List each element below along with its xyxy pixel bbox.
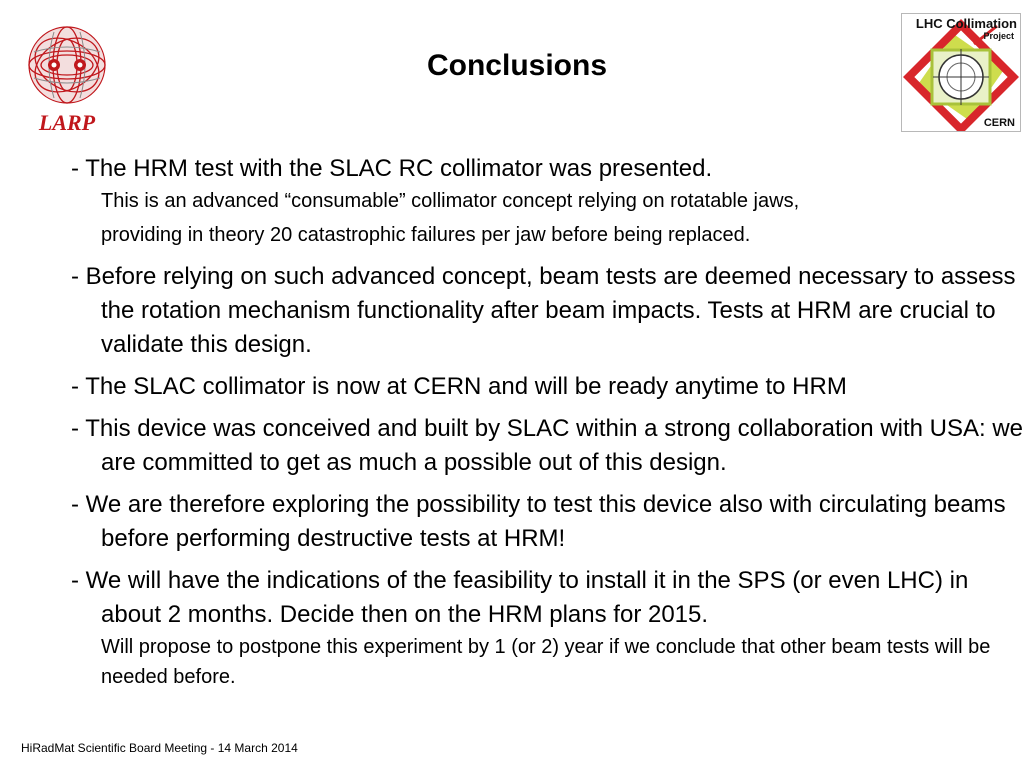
bullet-beam-tests: - Before relying on such advanced concept, beam tests are deemed necessary to assess the rotation mechanism functionality after beam impacts. Tests at HRM are crucial to validate this design. <box>71 263 1016 358</box>
bullet-slac-collaboration: - This device was conceived and built by SLAC within a strong collaboration with USA: we are committed to get as much a possible out of this design. <box>71 415 1024 476</box>
bullet-collimator-at-cern: - The SLAC collimator is now at CERN and will be ready anytime to HRM <box>71 373 847 400</box>
slide-title: Conclusions <box>426 49 607 82</box>
lhc-logo-org: CERN <box>983 117 1015 129</box>
lhc-logo-title: LHC Collimation <box>915 16 1017 31</box>
larp-logo-text: LARP <box>38 110 96 135</box>
bullet-hrm-test-detail-1: This is an advanced “consumable” collimator concept relying on rotatable jaws, <box>101 190 800 212</box>
bullet-feasibility-detail: Will propose to postpone this experiment by 1 (or 2) year if we conclude that other beam tests will be needed before. <box>101 636 991 688</box>
footer: HiRadMat Scientific Board Meeting - 14 March 2014 <box>21 741 298 755</box>
lhc-logo-subtitle: Project <box>983 31 1014 41</box>
bullet-hrm-test-detail-2: providing in theory 20 catastrophic failures per jaw before being replaced. <box>101 224 751 246</box>
lhc-collimation-logo <box>901 13 1021 132</box>
bullet-hrm-test: - The HRM test with the SLAC RC collimator was presented. <box>71 155 713 182</box>
bullet-circulating-beams: - We are therefore exploring the possibility to test this device also with circulating beams before performing destructive tests at HRM! <box>71 491 1006 552</box>
conclusions-list <box>71 152 1024 692</box>
bullet-feasibility: - We will have the indications of the feasibility to install it in the SPS (or even LHC) in about 2 months. Decide then on the HRM plans for 2015. <box>71 567 969 628</box>
